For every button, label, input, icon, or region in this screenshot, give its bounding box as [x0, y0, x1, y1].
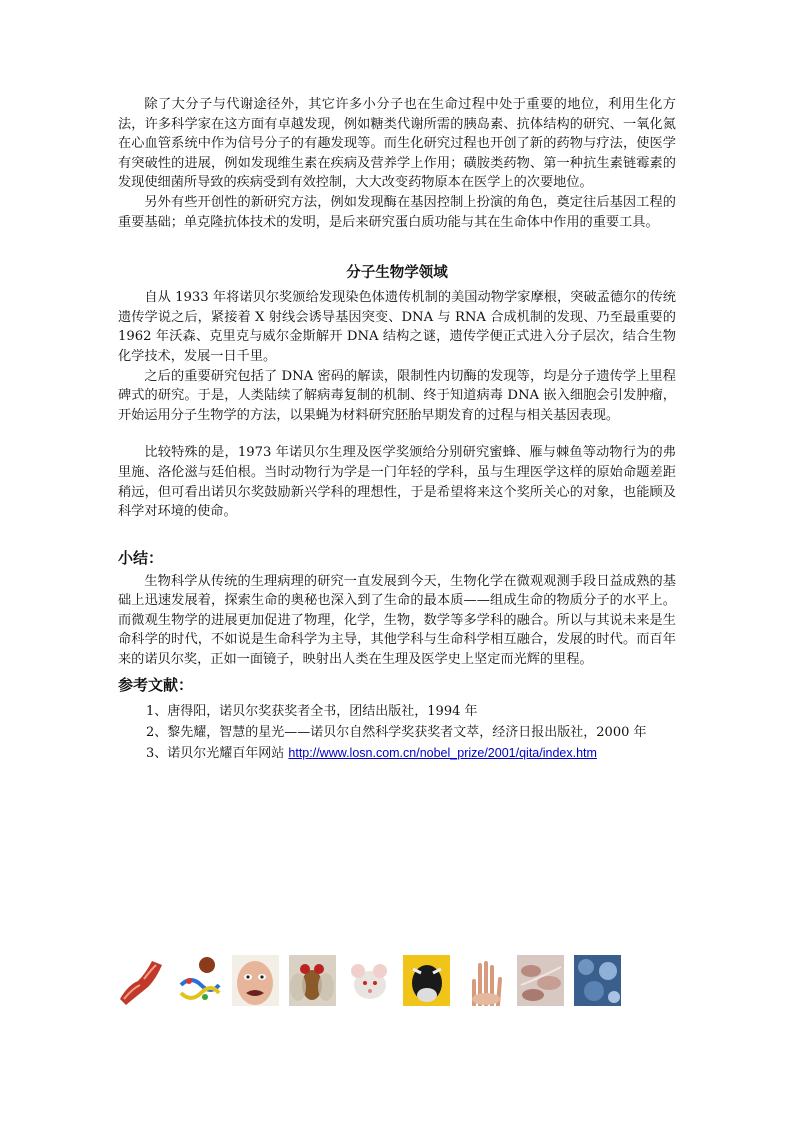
- hand-skeleton-image: [460, 955, 507, 1006]
- cow-image: [403, 955, 450, 1006]
- reference-link[interactable]: http://www.losn.com.cn/nobel_prize/2001/qita/index.htm: [288, 745, 597, 760]
- reference-item-3: [118, 743, 676, 764]
- reference-text: 1、唐得阳，诺贝尔奖获奖者全书，团结出版社，1994 年: [146, 703, 478, 719]
- dna-molecule-image: [175, 955, 222, 1006]
- paragraph-intro-1: 除了大分子与代谢途径外，其它许多小分子也在生命过程中处于重要的地位，利用生化方法，许多科学家在这方面有卓越发现，例如糖类代谢所需的胰岛素、抗体结构的研究、一氧化氮在心血管系统中作为信号分子的有趣发现等。而生化研究过程也开创了新的药物与疗法，使医学有突破性的进展，例如发现维生素在疾病及营养学上作用；磺胺类药物、第一种抗生素链霉素的发现使细菌所导致的疾病受到有效控制，大大改变药物原本在医学上的次要地位。: [118, 97, 676, 191]
- cells-image: [517, 955, 564, 1006]
- references-list: [118, 701, 676, 764]
- document-page: [118, 95, 676, 764]
- tissue-image: [574, 955, 621, 1006]
- reference-text: 3、诺贝尔光耀百年网站: [146, 745, 289, 761]
- summary-paragraph: 生物科学从传统的生理病理的研究一直发展到今天，生物化学在微观观测手段日益成熟的基础上迅速发展着，探索生命的奥秘也深入到了生命的最本质——组成生命的物质分子的水平上。而微观生物学的进展更加促进了物理，化学，生物，数学等多学科的融合。所以与其说未来是生命科学的时代，不如说是生命科学为主导，其他学科与生命科学相互融合，发展的时代。而百年来的诺贝尔奖，正如一面镜子，映射出人类在生理及医学史上坚定而光辉的里程。: [118, 573, 676, 668]
- mouse-image: [346, 955, 393, 1006]
- paragraph-molecular-3: 比较特殊的是，1973 年诺贝尔生理及医学奖颁给分别研究蜜蜂、雁与棘鱼等动物行为的弗里施、洛伦滋与廷伯根。当时动物行为学是一门年轻的学科，虽与生理医学这样的原始命题差距稍远，但可看出诺贝尔奖鼓励新兴学科的理想性，于是希望将来这个奖所关心的对象，也能顾及科学对环境的使命。: [118, 445, 676, 520]
- paragraph-intro-2: 另外有些开创性的新研究方法，例如发现酶在基因控制上扮演的角色，奠定往后基因工程的重要基础；单克隆抗体技术的发明，是后来研究蛋白质功能与其在生命体中作用的重要工具。: [118, 194, 676, 230]
- paragraph-molecular-2: 之后的重要研究包括了 DNA 密码的解读，限制性内切酶的发现等，均是分子遗传学上里程碑式的研究。于是，人类陆续了解病毒复制的机制、终于知道病毒 DNA 嵌入细胞会引发肿瘤，开始运用分子生物学的方法，以果蝇为材料研究胚胎早期发育的过程与相关基因表现。: [118, 368, 676, 423]
- arm-muscle-image: [118, 955, 165, 1006]
- reference-item-1: [118, 701, 676, 722]
- summary-title: 小结：: [118, 548, 164, 567]
- section-title: 分子生物学领域: [346, 265, 448, 282]
- references-title: 参考文献：: [118, 675, 194, 694]
- reference-item-2: [118, 722, 676, 743]
- image-strip: [118, 955, 674, 1007]
- fruit-fly-image: [289, 955, 336, 1006]
- face-image: [232, 955, 279, 1006]
- paragraph-molecular-1: 自从 1933 年将诺贝尔奖颁给发现染色体遗传机制的美国动物学家摩根，突破孟德尔的传统遗传学说之后，紧接着 X 射线会诱导基因突变、DNA 与 RNA 合成机制的发现、乃至最重要的 1962 年沃森、克里克与威尔金斯解开 DNA 结构之谜，遗传学便正式进入分子层次，结合生物化学技术，发展一日千里。: [118, 290, 676, 364]
- reference-text: 2、黎先耀，智慧的星光——诺贝尔自然科学奖获奖者文萃，经济日报出版社，2000 年: [146, 724, 647, 740]
